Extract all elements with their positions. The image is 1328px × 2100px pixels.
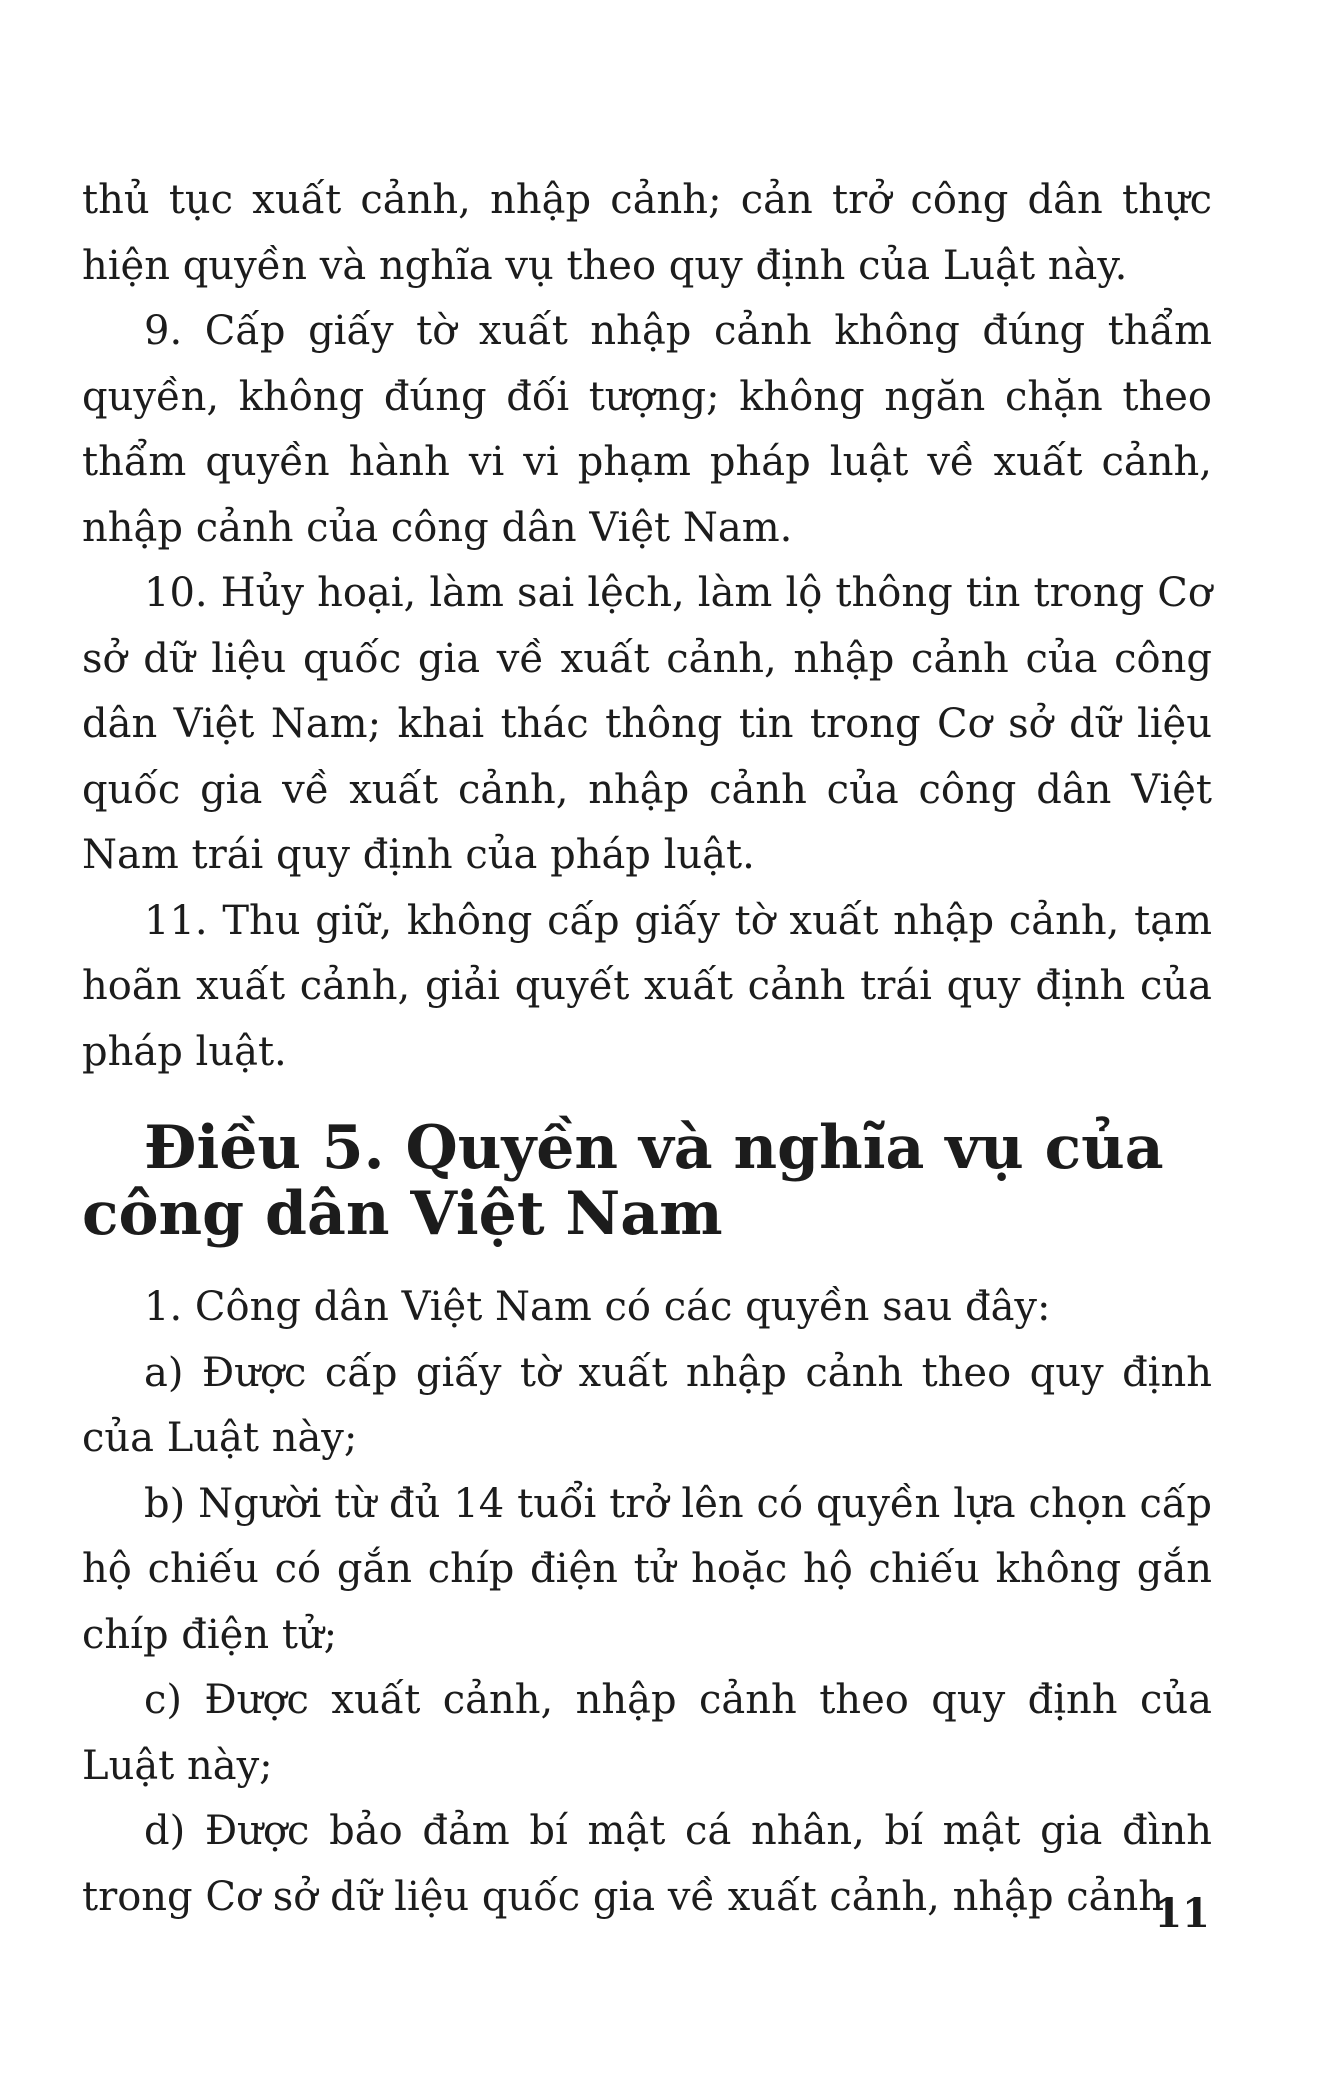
paragraph-item-10: 10. Hủy hoại, làm sai lệch, làm lộ thông tin trong Cơ sở dữ liệu quốc gia về xuất cảnh, nhập cảnh của công dân Việt Nam; khai thác thông tin trong Cơ sở dữ liệu quốc gia về xuất cảnh, nhập cảnh của công dân Việt Nam trái quy định của pháp luật. bbox=[82, 570, 1212, 878]
paragraph-point-b: b) Người từ đủ 14 tuổi trở lên có quyền lựa chọn cấp hộ chiếu có gắn chíp điện tử hoặc hộ chiếu không gắn chíp điện tử; bbox=[82, 1480, 1212, 1658]
page-number: 11 bbox=[1154, 1890, 1210, 1937]
paragraph-point-a: a) Được cấp giấy tờ xuất nhập cảnh theo quy định của Luật này; bbox=[82, 1349, 1212, 1461]
paragraph-point-d: d) Được bảo đảm bí mật cá nhân, bí mật gia đình trong Cơ sở dữ liệu quốc gia về xuất cảnh, nhập cảnh bbox=[82, 1808, 1212, 1920]
paragraph-item-11: 11. Thu giữ, không cấp giấy tờ xuất nhập cảnh, tạm hoãn xuất cảnh, giải quyết xuất cảnh trái quy định của pháp luật. bbox=[82, 897, 1212, 1075]
paragraph-point-c: c) Được xuất cảnh, nhập cảnh theo quy định của Luật này; bbox=[82, 1677, 1212, 1789]
paragraph-item-9: 9. Cấp giấy tờ xuất nhập cảnh không đúng thẩm quyền, không đúng đối tượng; không ngăn chặn theo thẩm quyền hành vi vi phạm pháp luật về xuất cảnh, nhập cảnh của công dân Việt Nam. bbox=[82, 308, 1212, 551]
paragraph-continuation: thủ tục xuất cảnh, nhập cảnh; cản trở công dân thực hiện quyền và nghĩa vụ theo quy định của Luật này. bbox=[82, 177, 1212, 289]
article-heading: Điều 5. Quyền và nghĩa vụ của công dân Việt Nam bbox=[82, 1113, 1164, 1249]
paragraph-clause-1: 1. Công dân Việt Nam có các quyền sau đây: bbox=[144, 1284, 1051, 1330]
document-page bbox=[82, 168, 1212, 1930]
